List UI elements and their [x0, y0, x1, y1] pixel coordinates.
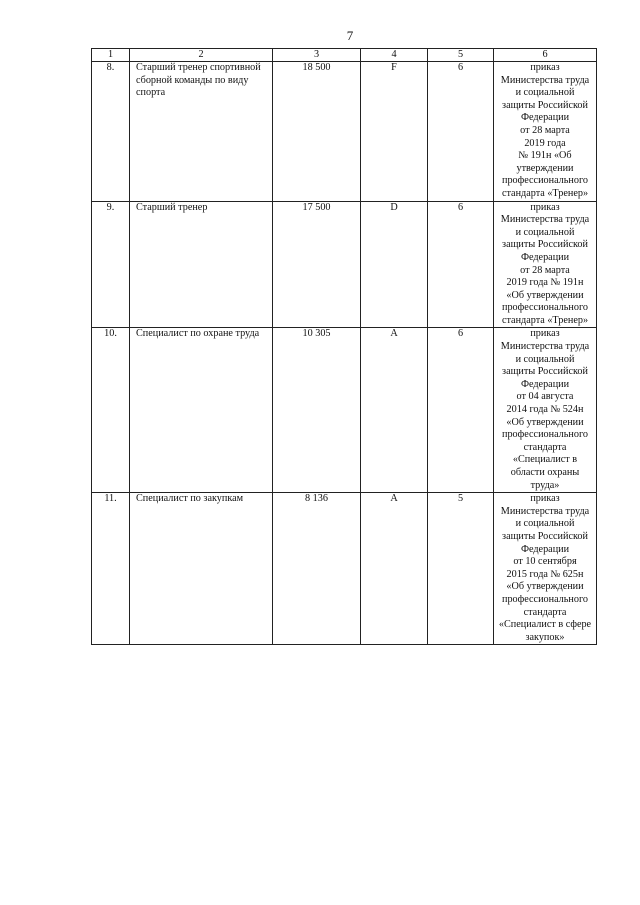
regulation-line: и социальной [515, 226, 575, 238]
row-number: 8. [92, 62, 130, 202]
column-header-2: 2 [130, 49, 273, 62]
regulation-line: стандарта [523, 606, 567, 618]
table-row [92, 62, 597, 202]
regulation-line: Федерации [520, 112, 570, 124]
row-number: 10. [92, 328, 130, 493]
regulation-line: стандарта «Тренер» [501, 187, 589, 199]
table-row [92, 493, 597, 645]
regulation-line: приказ [530, 328, 560, 340]
column-header-3: 3 [273, 49, 361, 62]
regulation-line: «Специалист в [512, 454, 578, 466]
column-header-1: 1 [92, 49, 130, 62]
data-table [91, 48, 597, 645]
regulation-line: и социальной [515, 87, 575, 99]
table-row [92, 328, 597, 493]
regulation-line: профессионального [502, 302, 588, 314]
position-title: Специалист по охране труда [130, 328, 273, 493]
column-number-row [92, 49, 597, 62]
regulation-line: «Об утверждении [506, 416, 584, 428]
page-number: 7 [346, 28, 354, 43]
category-value: 5 [428, 493, 494, 645]
regulation-line: 2019 года [524, 137, 566, 149]
column-header-4: 4 [361, 49, 428, 62]
regulation-line: утверждении [516, 162, 574, 174]
regulation-line: и социальной [515, 353, 575, 365]
regulation-reference [494, 493, 597, 645]
regulation-line: Министерства труда [500, 74, 590, 86]
regulation-line: Федерации [520, 251, 570, 263]
regulation-line: защиты Российской [502, 99, 588, 111]
regulation-line: профессионального [502, 429, 588, 441]
level-value: A [361, 328, 428, 493]
regulation-line: труда» [530, 479, 560, 491]
regulation-line: стандарта [523, 441, 567, 453]
regulation-line: от 28 марта [520, 264, 570, 276]
regulation-line: Федерации [520, 378, 570, 390]
regulation-line: стандарта «Тренер» [501, 314, 589, 326]
regulation-line: защиты Российской [502, 366, 588, 378]
regulation-line: и социальной [515, 518, 575, 530]
regulation-reference [494, 328, 597, 493]
regulation-line: профессионального [502, 593, 588, 605]
position-title: Старший тренер спортивной сборной команды по виду спорта [130, 62, 273, 202]
regulation-line: Федерации [520, 543, 570, 555]
level-value: F [361, 62, 428, 202]
salary-value: 10 305 [273, 328, 361, 493]
position-title: Специалист по закупкам [130, 493, 273, 645]
regulation-line: приказ [530, 201, 560, 213]
regulation-line: Министерства труда [500, 505, 590, 517]
row-number: 9. [92, 201, 130, 328]
regulation-line: от 28 марта [520, 124, 570, 136]
level-value: A [361, 493, 428, 645]
column-header-5: 5 [428, 49, 494, 62]
regulation-line: 2019 года № 191н [506, 277, 584, 289]
regulation-line: «Об утверждении [506, 289, 584, 301]
regulation-line: защиты Российской [502, 239, 588, 251]
regulation-line: 2015 года № 625н [506, 568, 584, 580]
regulation-line: № 191н «Об [518, 150, 572, 162]
regulation-line: профессионального [502, 175, 588, 187]
regulation-reference [494, 201, 597, 328]
salary-value: 8 136 [273, 493, 361, 645]
row-number: 11. [92, 493, 130, 645]
table-row [92, 201, 597, 328]
salary-value: 18 500 [273, 62, 361, 202]
regulation-line: «Об утверждении [506, 581, 584, 593]
regulation-line: защиты Российской [502, 530, 588, 542]
regulation-line: закупок» [525, 631, 565, 643]
category-value: 6 [428, 62, 494, 202]
regulation-line: приказ [530, 493, 560, 505]
column-header-6: 6 [494, 49, 597, 62]
regulation-line: приказ [530, 62, 560, 73]
regulation-line: 2014 года № 524н [506, 404, 584, 416]
regulation-line: от 04 августа [516, 391, 574, 403]
salary-value: 17 500 [273, 201, 361, 328]
regulation-line: Министерства труда [500, 214, 590, 226]
regulation-line: области охраны [510, 467, 580, 478]
regulation-line: Министерства труда [500, 341, 590, 353]
regulation-reference [494, 62, 597, 202]
category-value: 6 [428, 328, 494, 493]
category-value: 6 [428, 201, 494, 328]
regulation-line: от 10 сентября [513, 556, 577, 568]
position-title: Старший тренер [130, 201, 273, 328]
regulation-line: «Специалист в сфере [498, 619, 592, 631]
level-value: D [361, 201, 428, 328]
